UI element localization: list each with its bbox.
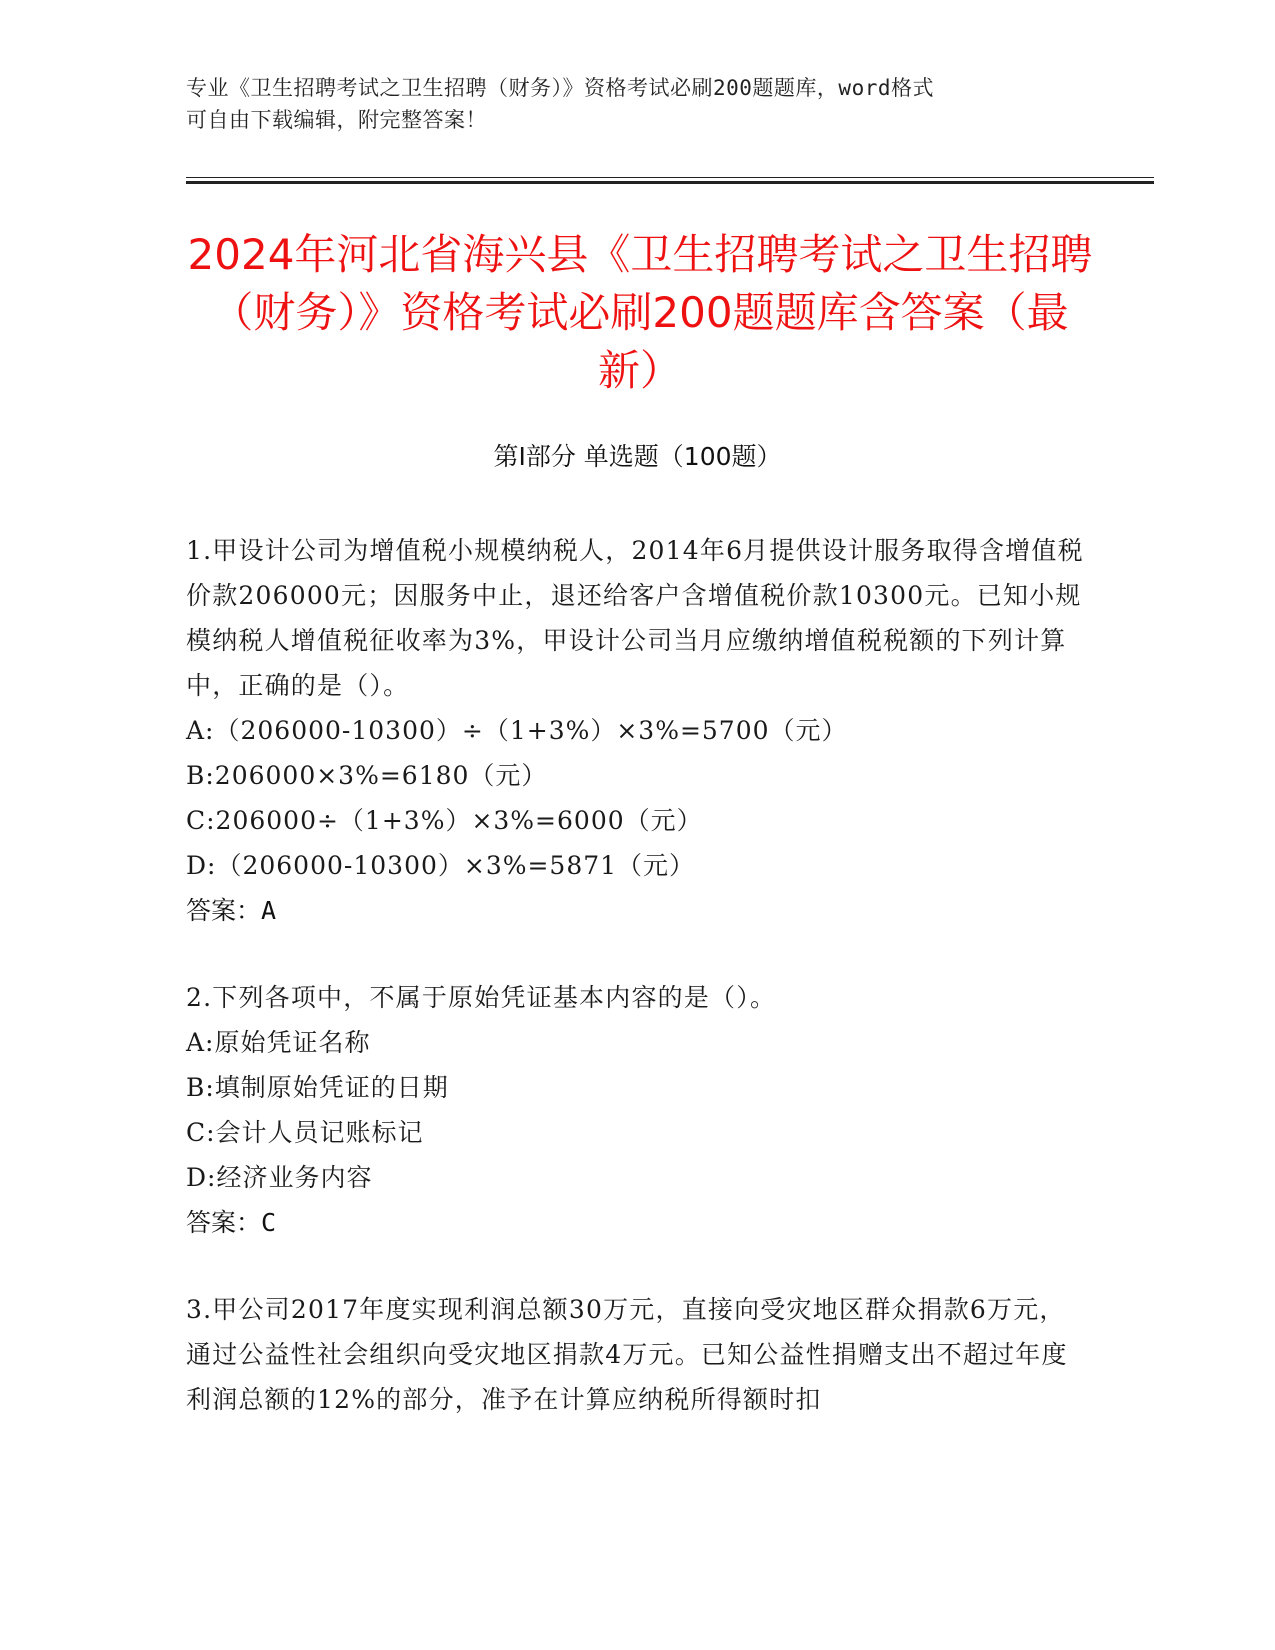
document-title: 2024年河北省海兴县《卫生招聘考试之卫生招聘（财务）》资格考试必刷200题题库含答案（最新） [187,230,1093,395]
question-stem: 2.下列各项中，不属于原始凭证基本内容的是（）。 [186,983,777,1012]
question-stem: 1.甲设计公司为增值税小规模纳税人，2014年6月提供设计服务取得含增值税价款206000元；因服务中止，退还给客户含增值税价款10300元。已知小规模纳税人增值税征收率为3%，甲设计公司当月应缴纳增值税税额的下列计算中，正确的是（）。 [186,536,1084,700]
option-b: B:206000×3%=6180（元） [186,761,548,790]
answer-label: 答案： [186,896,262,925]
answer-value: C [261,1208,277,1237]
option-d: D:（206000-10300）×3%=5871（元） [186,851,696,880]
question-stem: 3.甲公司2017年度实现利润总额30万元，直接向受灾地区群众捐款6万元，通过公益性社会组织向受灾地区捐款4万元。已知公益性捐赠支出不超过年度利润总额的12%的部分，准予在计算应纳税所得额时扣 [186,1295,1068,1414]
option-a: A:原始凭证名称 [186,1028,371,1057]
header-divider-thin [186,177,1154,178]
question-list [186,528,1086,1464]
header-divider-thick [186,181,1154,184]
option-d: D:经济业务内容 [186,1163,373,1192]
answer-line [186,888,1086,933]
header-note-line-2: 可自由下载编辑，附完整答案！ [186,108,487,132]
question-1 [186,528,1086,933]
header-note [186,72,1066,136]
header-note-line-1: 专业《卫生招聘考试之卫生招聘（财务）》资格考试必刷200题题库，word格式 [186,76,934,100]
question-3 [186,1287,1086,1422]
section-heading: 第I部分 单选题（100题） [493,442,782,471]
answer-line [186,1200,1086,1245]
question-2 [186,975,1086,1245]
option-c: C:206000÷（1+3%）×3%=6000（元） [186,806,703,835]
answer-value: A [261,896,277,925]
answer-label: 答案： [186,1208,262,1237]
option-a: A:（206000-10300）÷（1+3%）×3%=5700（元） [186,716,848,745]
option-b: B:填制原始凭证的日期 [186,1073,449,1102]
option-c: C:会计人员记账标记 [186,1118,424,1147]
